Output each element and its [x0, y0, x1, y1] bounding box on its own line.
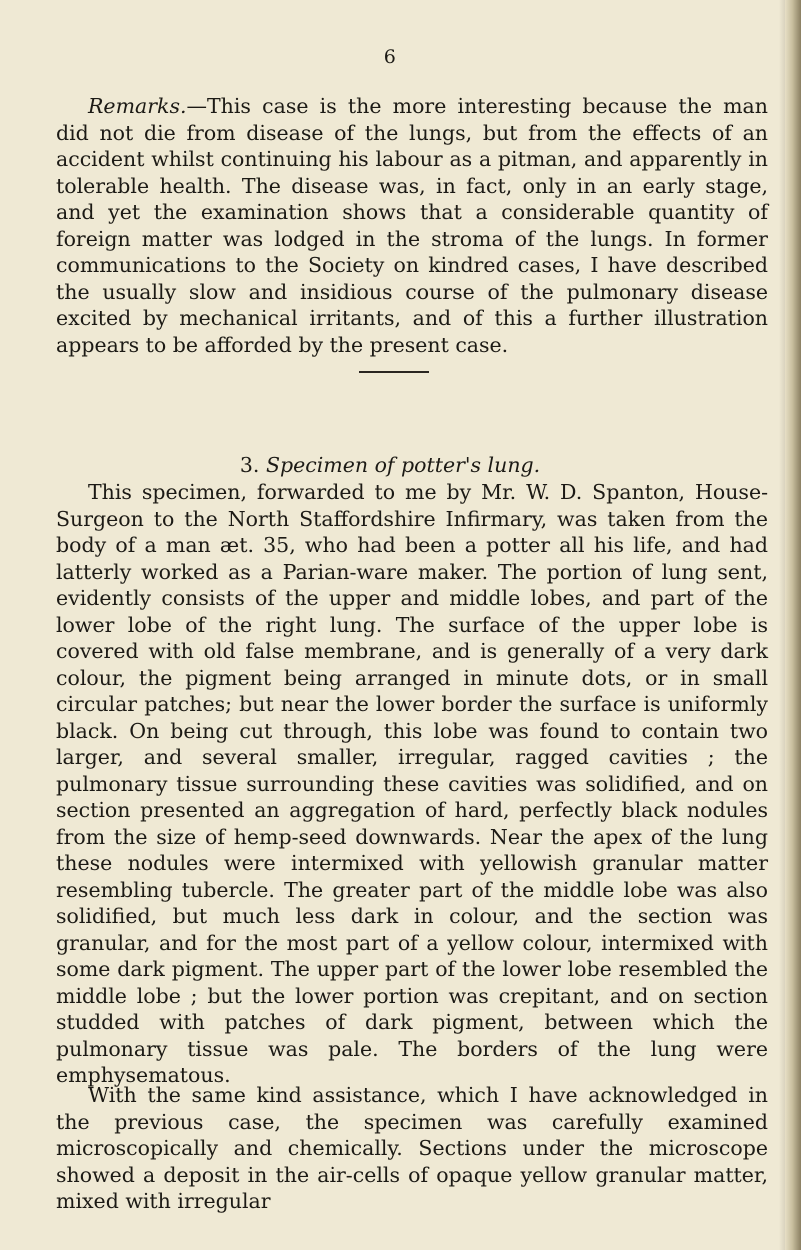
remarks-label: Remarks. — [88, 94, 187, 118]
paragraph-specimen-description: This specimen, forwarded to me by Mr. W. D. Spanton, House-Surgeon to the North Staffordshire Infirmary, was taken from the body of a man æt. 35, who had been a potter all his life, and had latterly worked as a Parian-ware maker. The portion of lung sent, evidently consists of the upper and middle lobes, and part of the lower lobe of the right lung. The surface of the upper lobe is covered with old false membrane, and is generally of a very dark colour, the pigment being arranged in minute dots, or in small circular patches; but near the lower border the surface is uniformly black. On being cut through, this lobe was found to contain two larger, and several smaller, irregular, ragged cavities ; the pulmonary tissue surrounding these cavities was solidified, and on section presented an aggregation of hard, perfectly black nodules from the size of hemp-seed downwards. Near the apex of the lung these nodules were intermixed with yellowish granular matter resembling tubercle. The greater part of the middle lobe was also solidified, but much less dark in colour, and the section was granular, and for the most part of a yellow colour, intermixed with some dark pigment. The upper part of the lower lobe resembled the middle lobe ; but the lower portion was crepitant, and on section studded with patches of dark pigment, between which the pulmonary tissue was pale. The borders of the lung were emphysematous. — [56, 480, 768, 1087]
remarks-paragraph — [56, 93, 768, 358]
section-number: 3. — [239, 453, 260, 477]
page-edge — [785, 0, 801, 1250]
section-divider — [359, 371, 429, 373]
paragraph-microscopic-examination: With the same kind assistance, which I have acknowledged in the previous case, the specimen was carefully examined microscopically and chemically. Sections under the microscope showed a deposit in the air-cells of opaque yellow granular matter, mixed with irregular — [56, 1083, 768, 1213]
section-heading — [0, 452, 780, 478]
section-title: Specimen of potter's lung. — [265, 453, 541, 477]
page-number: 6 — [383, 46, 397, 68]
body-paragraph — [56, 1082, 768, 1215]
remarks-text: —This case is the more interesting because the man did not die from disease of the lungs, but from the effects of an accident whilst continuing his labour as a pitman, and apparently in tolerable health. The disease was, in fact, only in an early stage, and yet the examination shows that a considerable quantity of foreign matter was lodged in the stroma of the lungs. In former communications to the Society on kindred cases, I have described the usually slow and insidious course of the pulmonary disease excited by mechanical irritants, and of this a further illustration appears to be afforded by the present case. — [56, 94, 768, 357]
body-paragraph — [56, 479, 768, 1089]
